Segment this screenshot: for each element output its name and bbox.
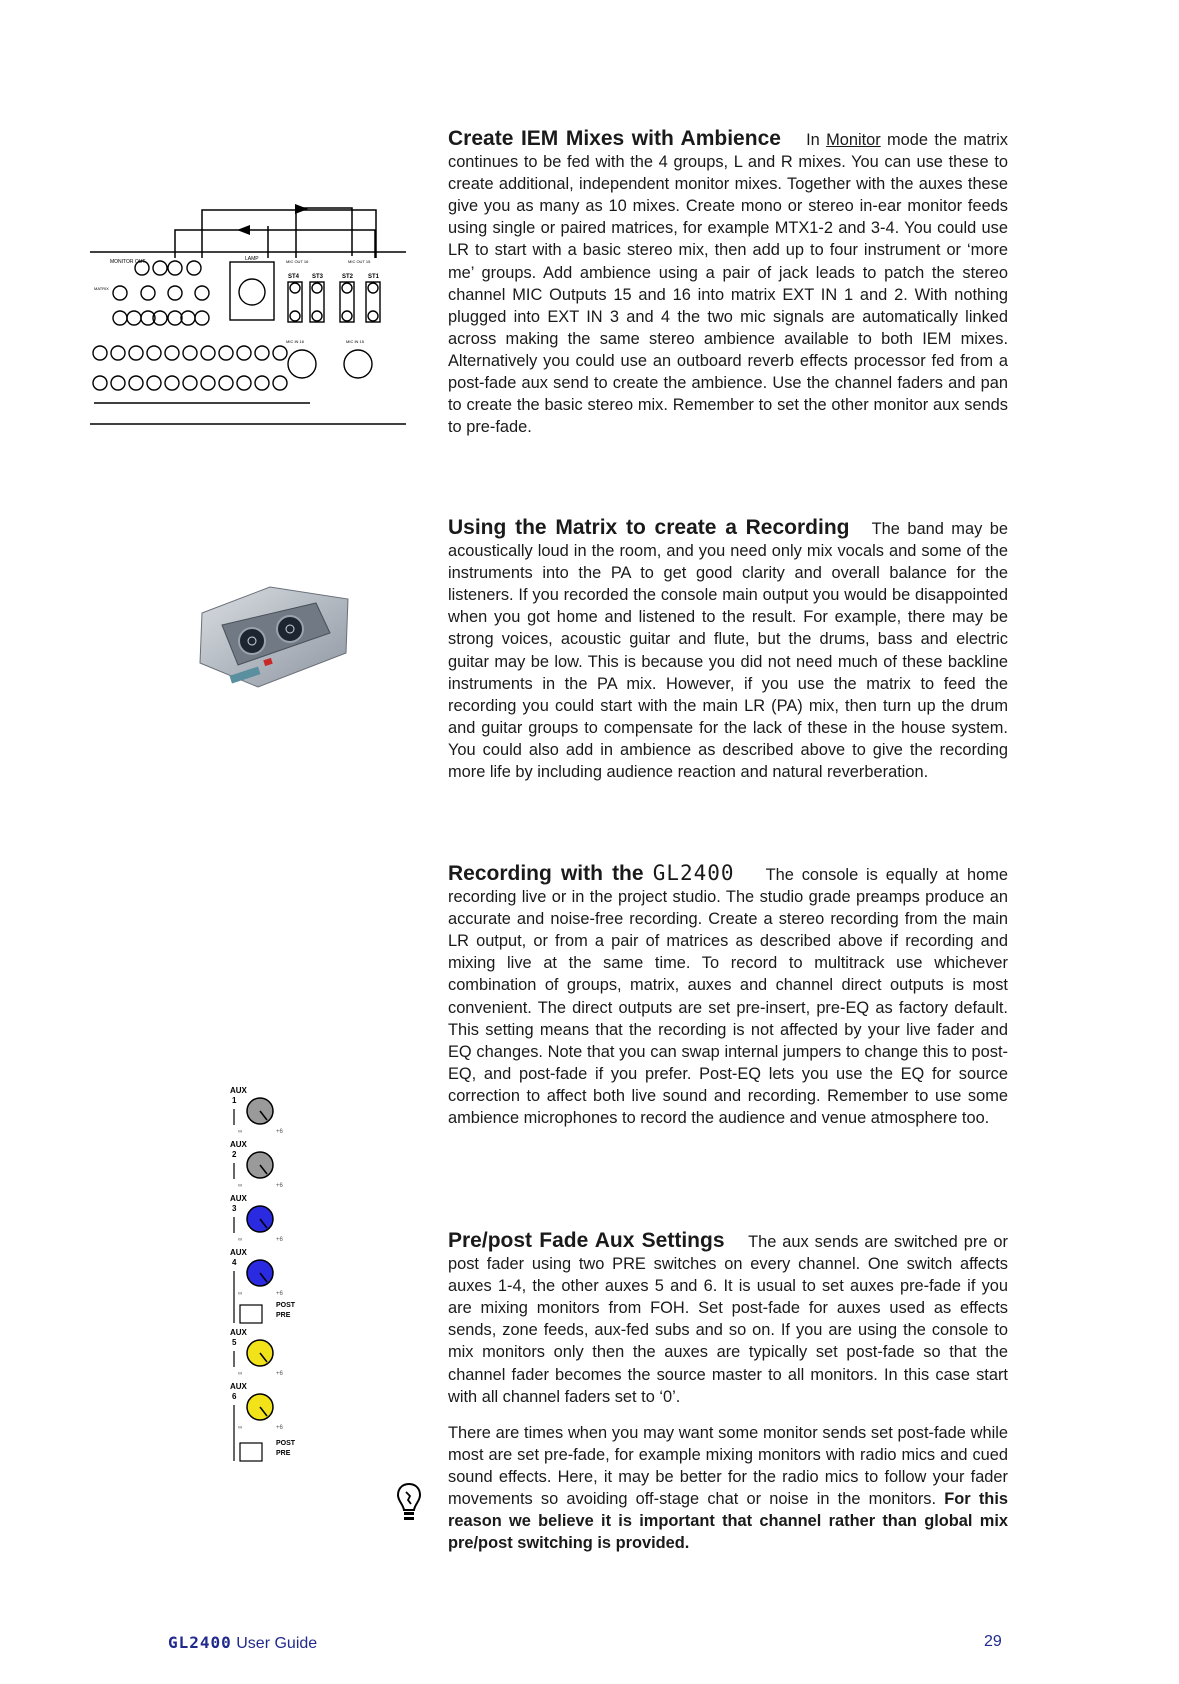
- aux-3-label: AUX: [230, 1194, 247, 1203]
- mic-out-15-label: MIC OUT 15: [348, 259, 371, 264]
- pre-label-1: PRE: [276, 1312, 291, 1319]
- post-label-1: POST: [276, 1302, 296, 1309]
- pre-switch-2: [240, 1443, 262, 1461]
- matrix-label: MATRIX: [94, 286, 109, 291]
- section-body: The aux sends are switched pre or post fader using two PRE switches on every channel. One switch affects auxes 1-4, the other auxes 5 and 6. It is usual to set auxes pre-fade if you are mixing monitors from FOH. Set post-fade for auxes used as effects sends, zone feeds, aux-fed subs and so on. If you are using the console to mix monitors only then the auxes are typically set post-fade so that the channel fader becomes the source master to all monitors. In this case start with all channel faders set to ‘0’.: [448, 1233, 1008, 1406]
- monitor-link[interactable]: Monitor: [826, 131, 881, 149]
- section-matrix-recording: [448, 517, 1008, 783]
- mic-in-16-label: MIC IN 16: [286, 339, 305, 344]
- svg-text:+6: +6: [276, 1129, 283, 1135]
- aux-3-number: 3: [232, 1204, 237, 1213]
- lead-text: In: [806, 131, 827, 149]
- aux-4-number: 4: [232, 1258, 237, 1267]
- st3-label: ST3: [312, 274, 324, 280]
- st4-label: ST4: [288, 274, 300, 280]
- heading-matrix-recording: Using the Matrix to create a Recording: [448, 516, 850, 539]
- mic-out-16-label: MIC OUT 16: [286, 259, 309, 264]
- aux-1-label: AUX: [230, 1086, 247, 1095]
- mic-in-15-label: MIC IN 15: [346, 339, 365, 344]
- aux-5-label: AUX: [230, 1328, 247, 1337]
- heading-recording-gl2400: Recording with the GL2400: [448, 861, 735, 885]
- aux-1-number: 1: [232, 1096, 237, 1105]
- emphasis-text: For this reason we believe it is important that channel rather than global mix pre/post switching is provided.: [448, 1490, 1008, 1553]
- svg-text:+6: +6: [276, 1425, 283, 1431]
- svg-text:∞: ∞: [238, 1291, 243, 1297]
- section-body: The band may be acoustically loud in the room, and you need only mix vocals and some of the instruments into the PA to get good clarity and overall balance for the listeners. If you recorded the console main output you would be disappointed when you got home and listened to the result. For example, there may be strong voices, acoustic guitar and flute, but the drums, bass and electric guitar may be low. This is because you did not need much of these backline instruments in the PA mix. However, if you use the matrix to feed the recording you could start with the main LR (PA) mix, then turn up the drum and guitar groups to compensate for the lack of these in the house system. You could also add in ambience as described above to give the recording more life by including audience reaction and natural reverberation.: [448, 520, 1008, 782]
- monitor-out-label: MONITOR OUT: [110, 259, 146, 265]
- page-number: 29: [984, 1633, 1002, 1650]
- rear-panel-diagram: [90, 188, 406, 428]
- heading-iem-mixes: Create IEM Mixes with Ambience: [448, 127, 781, 150]
- svg-text:∞: ∞: [238, 1371, 243, 1377]
- footer-guide: User Guide: [231, 1635, 318, 1652]
- section-body-2: There are times when you may want some monitor sends set post-fade while most are set pre-fade, for example mixing monitors with radio mics and cued sound effects. Here, it may be better for the radio mics to follow your fader movements so avoiding off-stage chat or noise in the monitors.: [448, 1423, 1008, 1509]
- st2-label: ST2: [342, 274, 354, 280]
- svg-text:∞: ∞: [238, 1183, 243, 1189]
- aux-2-number: 2: [232, 1150, 237, 1159]
- svg-text:+6: +6: [276, 1371, 283, 1377]
- svg-text:+6: +6: [276, 1237, 283, 1243]
- lamp-label: LAMP: [245, 256, 259, 262]
- section-recording-gl2400: [448, 862, 1008, 1129]
- section-prepost-aux: [448, 1230, 1008, 1554]
- section-body: The console is equally at home recording live or in the project studio. The studio grade preamps produce an accurate and noise-free recording. Create a stereo recording from the main LR output, or from a pair of matrices as described above if recording and mixing live at the same time. To record to multitrack use whichever combination of groups, matrix, auxes and channel direct outputs is most convenient. The direct outputs are set pre-insert, pre-EQ as factory default. This setting means that the recording is not affected by your live fader and EQ changes. Note that you can swap internal jumpers to change this to post-EQ, and post-fade if you prefer. Post-EQ lets you use the EQ for source correction to affect both live sound and recording. Remember to use some ambience microphones to record the audience and venue atmosphere too.: [448, 866, 1008, 1128]
- svg-text:∞: ∞: [238, 1425, 243, 1431]
- footer-brand: GL2400: [168, 1633, 232, 1652]
- pre-switch-1: [240, 1305, 262, 1323]
- aux-5-number: 5: [232, 1338, 237, 1347]
- aux-4-label: AUX: [230, 1248, 247, 1257]
- svg-text:∞: ∞: [238, 1237, 243, 1243]
- svg-text:+6: +6: [276, 1291, 283, 1297]
- aux-6-number: 6: [232, 1392, 237, 1401]
- section-body: mode the matrix continues to be fed with the 4 groups, L and R mixes. You can use these to create additional, independent monitor mixes. Together with the auxes these give you as many as 10 mixes. Create mono or stereo in-ear monitor feeds using single or paired matrices, for example MTX1-2 and 3-4. You could use LR to start with a basic stereo mix, then add up to four instrument or ‘more me’ groups. Add ambience using a pair of jack leads to patch the stereo channel MIC Outputs 15 and 16 into matrix EXT IN 1 and 2. With nothing plugged into EXT IN 3 and 4 the two mic signals are automatically linked across making the same stereo ambience available to both IEM mixes. Alternatively you could use an outboard reverb effects processor fed from a post-fade aux send to create the ambience. Use the channel faders and pan to create the basic stereo mix. Remember to set the other monitor aux sends to pre-fade.: [448, 131, 1009, 437]
- recorder-device-image: [198, 583, 352, 693]
- pre-label-2: PRE: [276, 1450, 291, 1457]
- aux-knob-strip: [226, 1085, 322, 1475]
- post-label-2: POST: [276, 1440, 296, 1447]
- aux-2-label: AUX: [230, 1140, 247, 1149]
- st1-label: ST1: [368, 274, 380, 280]
- aux-6-label: AUX: [230, 1382, 247, 1391]
- svg-text:+6: +6: [276, 1183, 283, 1189]
- tip-lightbulb-icon: [396, 1482, 422, 1524]
- svg-text:∞: ∞: [238, 1129, 243, 1135]
- heading-prepost-aux: Pre/post Fade Aux Settings: [448, 1229, 725, 1252]
- footer-title: [168, 1633, 317, 1653]
- section-iem-mixes: [448, 128, 1008, 438]
